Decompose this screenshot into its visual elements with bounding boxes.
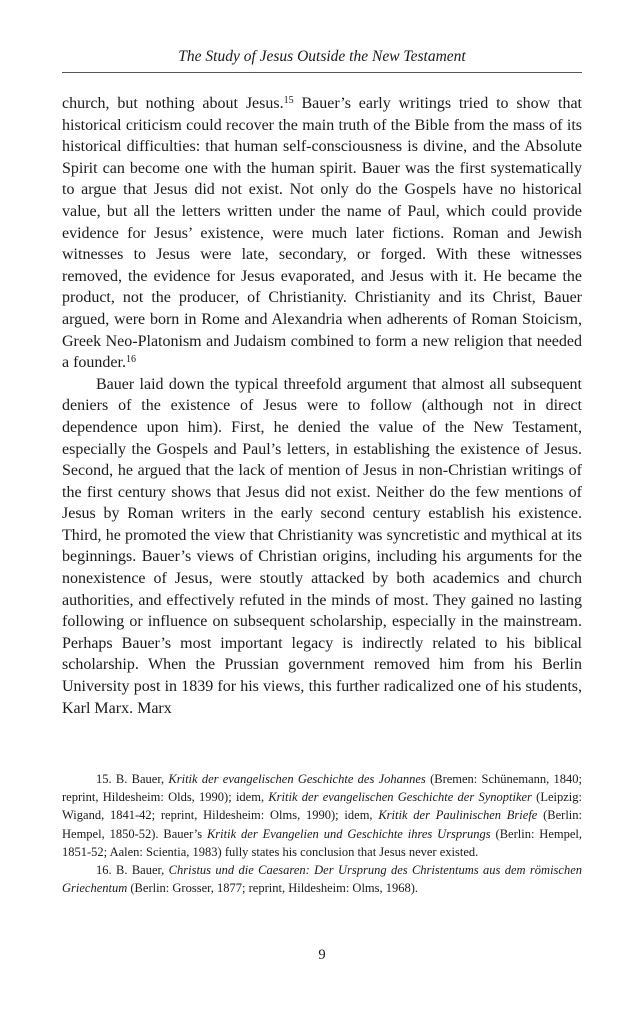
paragraph-1 bbox=[62, 93, 582, 374]
footnote-15-details-1: (Bremen: Schünemann, 1840; reprint, Hildesheim: Olds, 1990); idem, bbox=[62, 772, 582, 805]
footnote-15-lead: 15. B. Bauer, bbox=[96, 772, 169, 786]
paragraph-2: Bauer laid down the typical threefold argument that almost all subsequent deniers of the existence of Jesus were to follow (although not in direct dependence upon him). First, he denied the value of the New Testament, especially the Gospels and Paul’s letters, in establishing the existence of Jesus. Second, he argued that the lack of mention of Jesus in non-Christian writings of the first century shows that Jesus did not exist. Neither do the few mentions of Jesus by Roman writers in the early second century establish his existence. Third, he promoted the view that Christianity was syncretistic and mythical at its beginnings. Bauer’s views of Christian origins, including his arguments for the nonexistence of Jesus, were stoutly attacked by both academics and church authorities, and effectively refuted in the minds of most. They gained no lasting following or influence on subsequent scholarship, especially in the mainstream. Perhaps Bauer’s most important legacy is indirectly related to his biblical scholarship. When the Prussian government removed him from his Berlin University post in 1839 for his views, this further radicalized one of his students, Karl Marx. Marx bbox=[62, 375, 582, 717]
footnote-16-details-1: (Berlin: Grosser, 1877; reprint, Hildesheim: Olms, 1968). bbox=[127, 881, 419, 896]
footnote-ref-16[interactable]: 16 bbox=[125, 354, 136, 366]
footnote-15-title-1: Kritik der evangelischen Geschichte des Johannes bbox=[168, 772, 426, 786]
main-text bbox=[62, 93, 582, 719]
footnote-15 bbox=[62, 770, 582, 861]
footnote-15-title-4: Kritik der Evangelien und Geschichte ihres Ursprungs bbox=[206, 826, 491, 841]
footnote-15-title-2: Kritik der evangelischen Geschichte der Synoptiker bbox=[268, 790, 532, 805]
paragraph-1-opening: church, but nothing about Jesus. bbox=[62, 95, 284, 112]
footnote-15-details-3: (Berlin: Hempel, 1850-52). Bauer’s bbox=[62, 808, 583, 841]
footnote-16 bbox=[62, 861, 582, 897]
footnote-16-title-1: Christus und die Caesaren: Der Ursprung des Christentums aus dem römischen Griechentum bbox=[62, 863, 583, 896]
footnotes bbox=[62, 770, 582, 897]
page-number: 9 bbox=[318, 947, 326, 963]
footnote-15-details-2: (Leipzig: Wigand, 1841-42; reprint, Hildesheim: Olms, 1990); idem, bbox=[62, 790, 582, 823]
footnote-15-details-4: (Berlin: Hempel, 1851-52; Aalen: Scientia, 1983) fully states his conclusion that Jesus never existed. bbox=[62, 826, 583, 859]
footnote-15-title-3: Kritik der Paulinischen Briefe bbox=[378, 808, 538, 823]
paragraph-1-text: Bauer’s early writings tried to show that historical criticism could recover the main truth of the Bible from the mass of its historical difficulties: that human self-consciousness is divine, and the Absolute Spirit can become one with the human spirit. Bauer was the first systematically to argue that Jesus did not exist. Not only do the Gospels have no historical value, but all the letters written under the name of Paul, which could provide evidence for Jesus’ existence, were much later fictions. Roman and Jewish witnesses to Jesus were late, secondary, or forged. With these witnesses removed, the evidence for Jesus evaporated, and Jesus with it. He became the product, not the producer, of Christianity. Christianity and its Christ, Bauer argued, were born in Rome and Alexandria when adherents of Roman Stoicism, Greek Neo-Platonism and Judaism combined to form a new religion that needed a founder. bbox=[62, 95, 582, 372]
footnote-16-lead: 16. B. Bauer, bbox=[96, 863, 169, 878]
footnote-ref-15[interactable]: 15 bbox=[283, 95, 294, 106]
header-rule bbox=[62, 72, 582, 73]
running-head: The Study of Jesus Outside the New Testament bbox=[178, 48, 466, 65]
